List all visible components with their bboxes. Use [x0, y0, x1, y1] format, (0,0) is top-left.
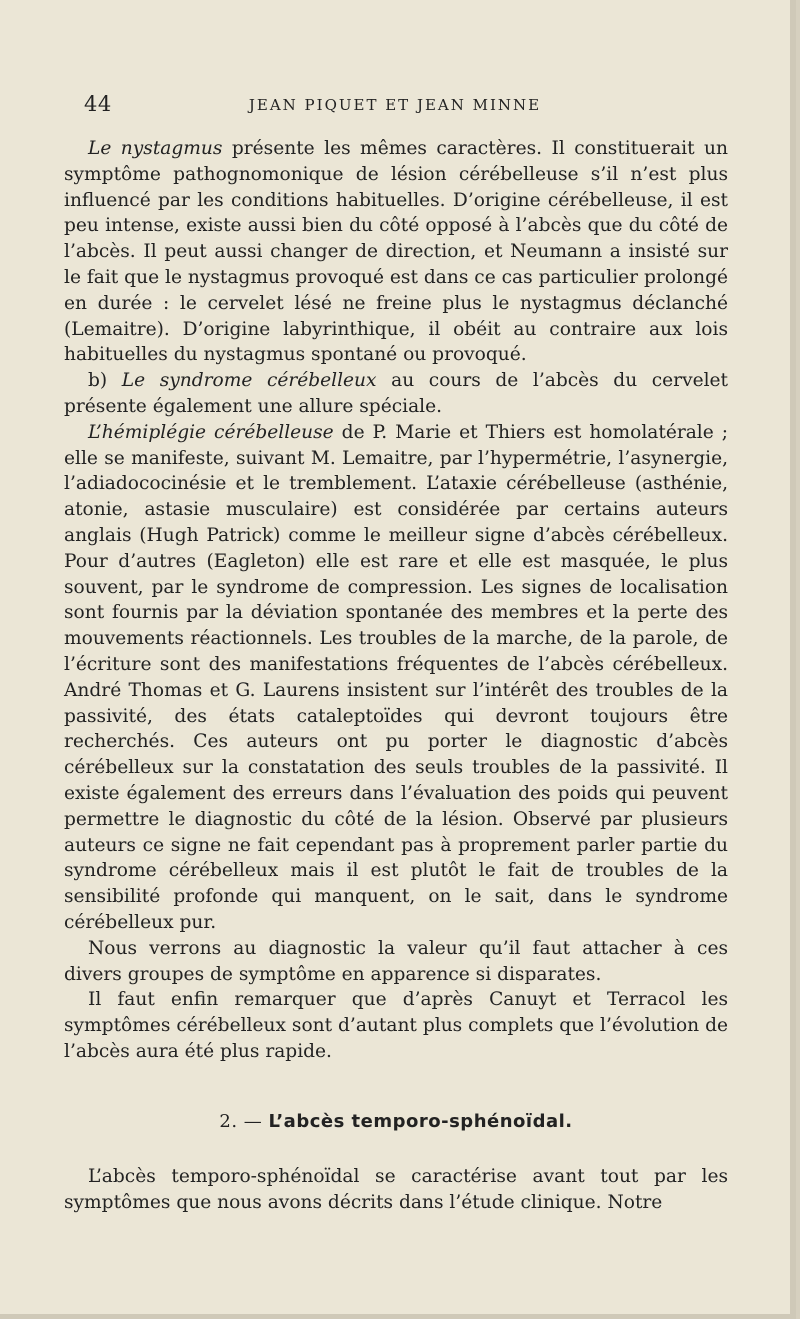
paragraph-text: au cours de l’abcès du cervelet présente également une allure spéciale.	[64, 370, 728, 417]
paragraph-text: de P. Marie et Thiers est homolatérale ; elle se manifeste, suivant M. Lemaitre, par l’hypermétrie, l’asynergie, l’adiadococinésie et le tremblement. L’ataxie cérébelleuse (asthénie, atonie, astasie musculaire) est considérée par certains auteurs anglais (Hugh Patrick) comme le meilleur signe d’abcès cérébelleux. Pour d’autres (Eagleton) elle est rare et elle est masquée, le plus souvent, par le syndrome de compression. Les signes de localisation sont fournis par la déviation spontanée des membres et la perte des mouvements réactionnels. Les troubles de la marche, de la parole, de l’écriture sont des manifestations fréquentes de l’abcès cérébelleux. André Thomas et G. Laurens insistent sur l’intérêt des troubles de la passivité, des états cataleptoïdes qui devront toujours être recherchés. Ces auteurs ont pu porter le diagnostic d’abcès cérébelleux sur la constatation des seuls troubles de la passivité. Il existe également des erreurs dans l’évaluation des poids qui peuvent permettre le diagnostic du côté de la lésion. Observé par plusieurs auteurs ce signe ne fait cependant pas à proprement parler partie du syndrome cérébelleux mais il est plutôt le fait de troubles de la sensibilité profonde qui manquent, on le sait, dans le syndrome cérébelleux pur.	[64, 421, 729, 933]
page-header	[60, 92, 730, 122]
paragraph-hemiplegie	[64, 420, 728, 936]
page-number: 44	[84, 92, 112, 116]
section-heading	[64, 1109, 728, 1135]
italic-term: Le nystagmus	[88, 138, 223, 159]
paragraph-text: présente les mêmes caractères. Il constituerait un symptôme pathognomonique de lésion cérébelleuse s’il n’est plus influencé par les conditions habituelles. D’origine cérébelleuse, il est peu intense, existe aussi bien du côté opposé à l’abcès que du côté de l’abcès. Il peut aussi changer de direction, et Neumann a insisté sur le fait que le nystagmus provoqué est dans ce cas particulier prolongé en durée : le cervelet lésé ne freine plus le nystagmus déclanché (Lemaitre). D’origine labyrinthique, il obéit au contraire aux lois habituelles du nystagmus spontané ou provoqué.	[64, 138, 728, 366]
paragraph-syndrome	[64, 368, 728, 420]
italic-term: L’hémiplégie cérébelleuse	[88, 421, 334, 443]
page-body	[64, 136, 728, 1216]
italic-term: Le syndrome cérébelleux	[121, 370, 377, 392]
paragraph-temporo: L’abcès temporo-sphénoïdal se caractérise avant tout par les symptômes que nous avons décrits dans l’étude clinique. Notre	[64, 1166, 728, 1214]
running-title: JEAN PIQUET ET JEAN MINNE	[248, 96, 542, 114]
paragraph-nystagmus	[64, 136, 728, 368]
section-number: 2. —	[219, 1110, 269, 1132]
section-title: L’abcès temporo-sphénoïdal.	[268, 1110, 573, 1132]
paragraph-diagnostic: Nous verrons au diagnostic la valeur qu’il faut attacher à ces divers groupes de symptôme en apparence si disparates.	[64, 937, 728, 985]
list-marker: b)	[88, 370, 122, 392]
paragraph-evolution: Il faut enfin remarquer que d’après Canuyt et Terracol les symptômes cérébelleux sont d’autant plus complets que l’évolution de l’abcès aura été plus rapide.	[64, 989, 728, 1062]
